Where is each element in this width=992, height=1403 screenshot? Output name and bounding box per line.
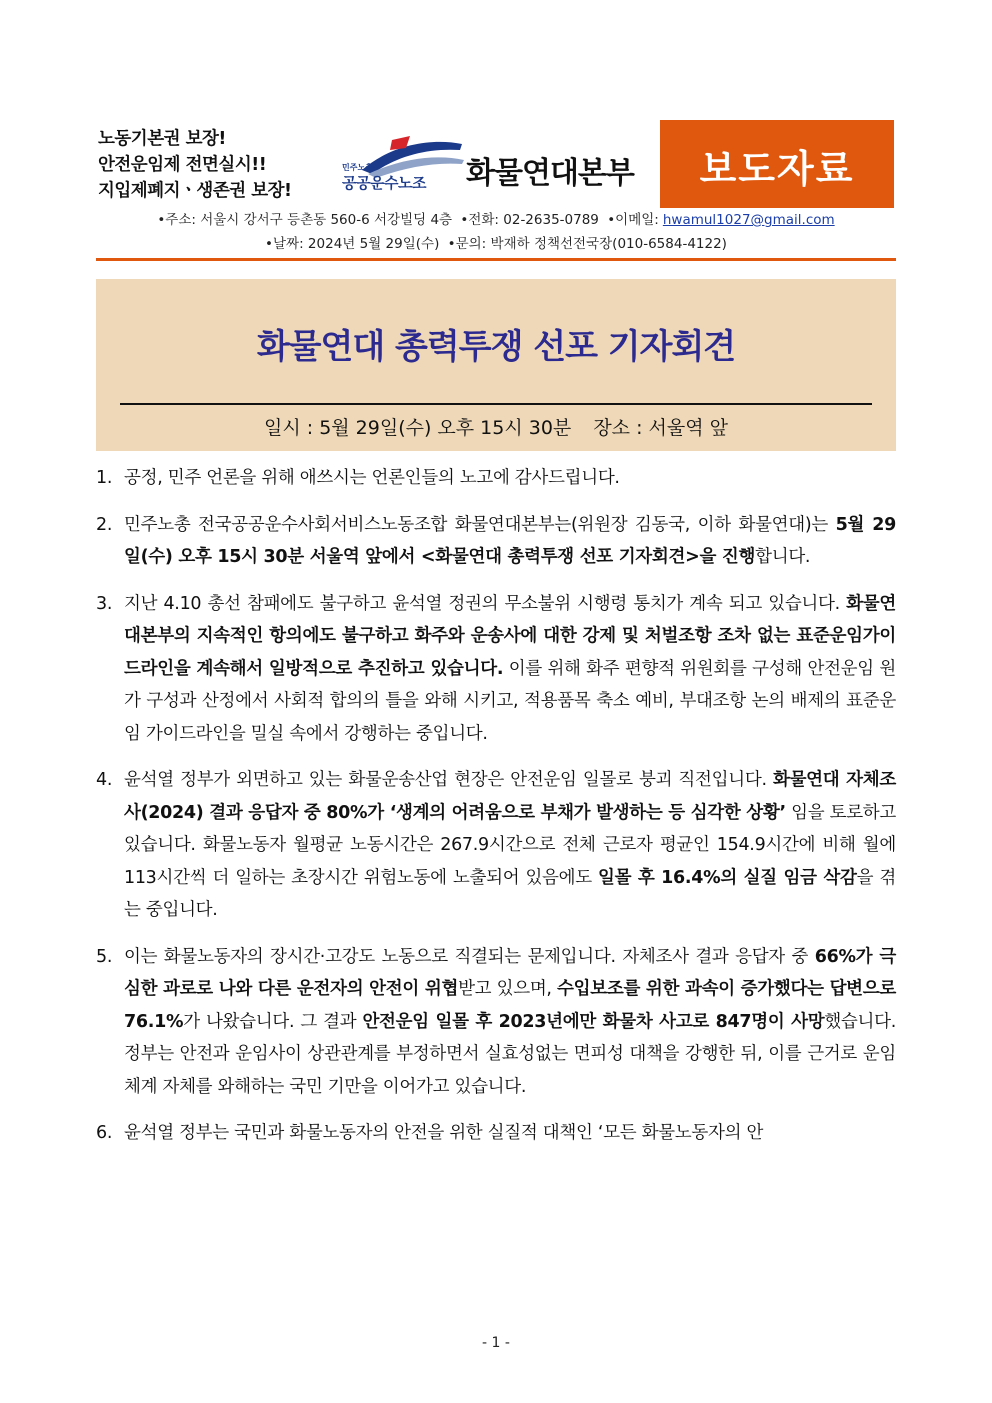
body-text: 공정, 민주 언론을 위해 애쓰시는 언론인들의 노고에 감사드립니다. [124,468,620,488]
list-item [96,588,896,751]
address: •주소: 서울시 강서구 등촌동 560-6 서강빌딩 4층 [157,212,453,228]
title-divider [120,403,872,405]
body-text: 합니다. [755,547,811,567]
header-divider [96,258,896,261]
press-release-label: 보도자료 [699,147,855,191]
body-text: 민주노총 전국공공운수사회서비스노동조합 화물연대본부는(위원장 김동국, 이하 화물연대)는 [124,514,836,535]
emphasis-text: 화물연대본부의 지속적인 항의에도 불구하고 화주와 운송사에 대한 강제 및 처벌조항 조차 없는 표준운임가이드라인을 계속해서 일방적으로 추진하고 있습니다. [124,593,896,679]
list-item [96,764,896,927]
slogan: 안전운임제 전면실시!! [98,155,267,175]
contact-person: •문의: 박재하 정책선전국장(010-6584-4122) [447,236,727,252]
list-item-number: 3. [96,593,113,614]
slogan: 노동기본권 보장! [98,129,226,149]
body-text: 가 나왔습니다. 그 결과 [183,1011,363,1032]
body-text: 윤석열 정부는 국민과 화물노동자의 안전을 위한 실질적 대책인 ‘모든 화물노동자의 안 [124,1123,764,1143]
emphasis-text: 안전운임 일몰 후 2023년에만 화물차 사고로 847명이 사망 [362,1011,825,1032]
emphasis-text: 화물연대 자체조사(2024) 결과 응답자 중 80%가 ‘생계의 어려움으로 부채가 발생하는 등 심각한 상황’ [124,770,896,823]
list-item-number: 5. [96,946,113,967]
body-text: 받고 있으며, [458,979,558,999]
slogans [98,126,292,204]
email-label: •이메일: [607,212,659,228]
list-item-number: 4. [96,770,113,790]
press-release-badge [660,120,894,208]
body-text: 임을 토로하고 있습니다. 화물노동자 월평균 노동시간은 267.9시간으로 전체 근로자 평균인 154.9시간에 비해 월에 113시간씩 더 일하는 초장시간 위험노동에 노출되어 있음에도 [124,802,897,888]
list-item [96,1117,896,1150]
logo-small-text: 민주노총 [342,163,373,172]
info-line-1 [96,208,896,232]
body-text: 윤석열 정부가 외면하고 있는 화물운송산업 현장은 안전운임 일몰로 붕괴 직전입니다. [124,770,773,790]
contact-info [96,208,896,256]
header [96,120,896,208]
phone: •전화: 02-2635-0789 [460,212,599,228]
emphasis-text: 일몰 후 16.4%의 실질 임금 삭감 [598,867,857,888]
emphasis-text: 5월 29일(수) 오후 15시 30분 서울역 앞에서 <화물연대 총력투쟁 선포 기자회견>을 진행 [124,514,896,567]
list-item-number: 6. [96,1123,113,1143]
page-number: - 1 - [482,1335,510,1351]
body-text: 지난 4.10 총선 참패에도 불구하고 윤석열 정권의 무소불위 시행령 통치가 계속 되고 있습니다. [124,593,847,614]
body-text: 이는 화물노동자의 장시간·고강도 노동으로 직결되는 문제입니다. 자체조사 결과 응답자 중 [124,946,815,967]
slogan: 지입제폐지ㆍ생존권 보장! [98,181,292,201]
body-text: 이를 위해 화주 편향적 위원회를 구성해 안전운임 원가 구성과 산정에서 사회적 합의의 틀을 와해 시키고, 적용품목 축소 예비, 부대조항 논의 배제의 표준운임 가이드라인을 밀실 속에서 강행하는 중입니다. [124,658,896,744]
body-list [96,462,896,1164]
list-item-number: 2. [96,514,113,535]
list-item [96,509,896,574]
list-item [96,462,896,495]
logo-union-name: 공공운수노조 [342,174,426,192]
hq-name: 화물연대본부 [466,156,634,191]
info-line-2 [96,232,896,256]
date: •날짜: 2024년 5월 29일(수) [265,236,440,252]
list-item [96,941,896,1104]
schedule-date: 일시 : 5월 29일(수) 오후 15시 30분 [264,417,572,439]
list-item-number: 1. [96,468,113,488]
schedule-place: 장소 : 서울역 앞 [593,417,728,439]
schedule [96,413,896,440]
body-text: 을 겪는 중입니다. [124,867,896,920]
title-box [96,279,896,451]
page-title: 화물연대 총력투쟁 선포 기자회견 [256,327,736,367]
body-text: 했습니다. 정부는 안전과 운임사이 상관관계를 부정하면서 실효성없는 면피성 대책을 강행한 뒤, 이를 근거로 운임 체계 자체를 와해하는 국민 기만을 이어가고 있습니다. [124,1011,896,1097]
email-link[interactable]: hwamul1027@gmail.com [662,212,835,228]
emphasis-text: 수입보조를 위한 과속이 증가했다는 답변으로 76.1% [124,979,896,1032]
emphasis-text: 66%가 극심한 과로로 나와 다른 운전자의 안전이 위협 [124,946,896,999]
